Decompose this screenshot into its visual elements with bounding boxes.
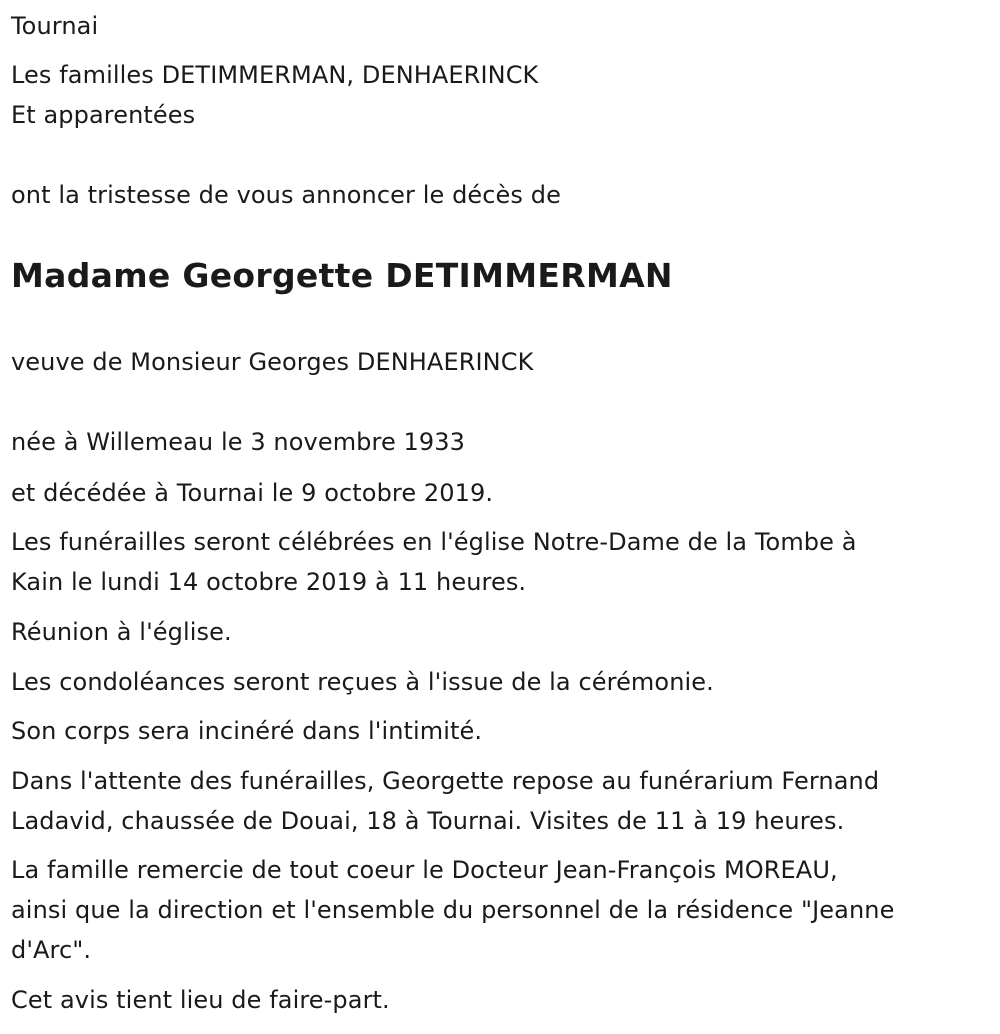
death-text: et décédée à Tournai le 9 octobre 2019.	[11, 479, 494, 507]
announcement-text: ont la tristesse de vous annoncer le décès de	[11, 181, 561, 209]
families-line-2: Et apparentées	[11, 101, 196, 129]
thanks-line-1: La famille remercie de tout coeur le Docteur Jean-François MOREAU,	[11, 856, 838, 884]
widow-of-text: veuve de Monsieur Georges DENHAERINCK	[11, 348, 534, 376]
thanks-line-3: d'Arc".	[11, 936, 92, 964]
meeting-text: Réunion à l'église.	[11, 618, 232, 646]
funeral-home-line-1: Dans l'attente des funérailles, Georgette repose au funérarium Fernand	[11, 767, 880, 795]
funeral-line-1: Les funérailles seront célébrées en l'église Notre-Dame de la Tombe à	[11, 528, 857, 556]
birth-text: née à Willemeau le 3 novembre 1933	[11, 428, 466, 456]
condolences-text: Les condoléances seront reçues à l'issue de la cérémonie.	[11, 668, 714, 696]
location-text: Tournai	[11, 12, 99, 40]
deceased-name: Madame Georgette DETIMMERMAN	[11, 256, 673, 295]
families-line-1: Les familles DETIMMERMAN, DENHAERINCK	[11, 61, 539, 89]
cremation-text: Son corps sera incinéré dans l'intimité.	[11, 717, 483, 745]
funeral-line-2: Kain le lundi 14 octobre 2019 à 11 heures.	[11, 568, 527, 596]
funeral-home-line-2: Ladavid, chaussée de Douai, 18 à Tournai. Visites de 11 à 19 heures.	[11, 807, 845, 835]
closing-text: Cet avis tient lieu de faire-part.	[11, 986, 390, 1014]
thanks-line-2: ainsi que la direction et l'ensemble du personnel de la résidence "Jeanne	[11, 896, 895, 924]
